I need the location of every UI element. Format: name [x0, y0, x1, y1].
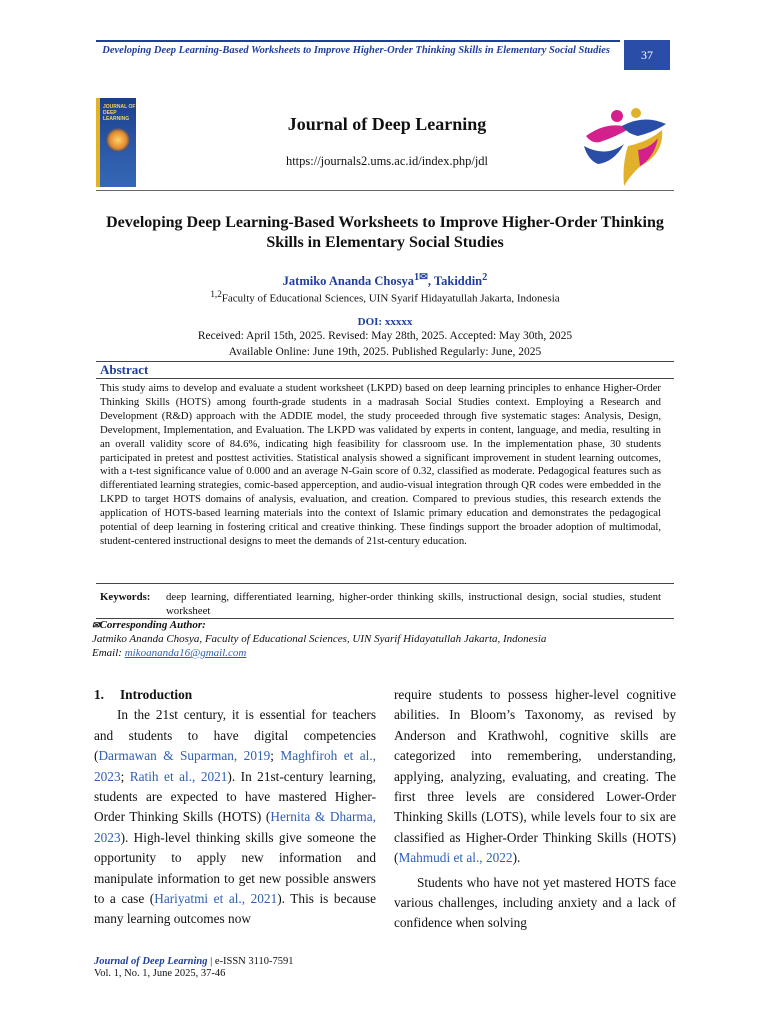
- citation-link[interactable]: Hernita & Dharma, 2023: [94, 809, 376, 845]
- running-header: [96, 40, 676, 72]
- section-number: 1.: [94, 687, 104, 702]
- body-text: ;: [120, 768, 130, 784]
- citation-link[interactable]: Ratih et al., 2021: [129, 768, 228, 784]
- section-title: Introduction: [120, 687, 193, 702]
- doi[interactable]: DOI: xxxxx: [357, 316, 413, 328]
- body-paragraph: [394, 685, 676, 869]
- body-column-left: [94, 685, 376, 930]
- page-footer: [94, 956, 293, 980]
- author-name: Jatmiko Ananda Chosya: [282, 274, 414, 289]
- author-affiliation-mark: 2: [482, 272, 488, 283]
- citation-link[interactable]: Mahmudi et al., 2022: [398, 850, 513, 866]
- corresponding-author-label: Corresponding Author:: [99, 619, 206, 631]
- body-text: Students who have not yet mastered HOTS face various challenges, including anxiety and a lack of confidence when solving: [394, 874, 676, 931]
- affiliation-text: Faculty of Educational Sciences, UIN Syarif Hidayatullah Jakarta, Indonesia: [221, 292, 560, 305]
- author-list: [96, 271, 674, 289]
- body-text: ). This is because many learning outcomes now: [94, 891, 376, 927]
- journal-cover-art: [106, 128, 130, 152]
- abstract-heading: Abstract: [96, 361, 674, 379]
- running-header-rule: [96, 40, 620, 42]
- abstract-divider: [96, 583, 674, 584]
- body-text: require students to possess higher-level cognitive abilities. In Bloom’s Taxonomy, as revised by Anderson and Krathwohl, cognitive skills are categorized into remembering, understanding, applying, analyzing, evaluating, and creating. The first three levels are considered Lower-Order Thinking Skills (LOTS), while levels four to six are classified as Higher-Order Thinking Skills (HOTS) (: [394, 687, 676, 866]
- paper-title: Developing Deep Learning-Based Worksheets to Improve Higher-Order Thinking Skills in Elementary Social Studies: [106, 214, 664, 251]
- keywords-text: deep learning, differentiated learning, higher-order thinking skills, instructional design, social studies, student worksheet: [166, 591, 661, 617]
- body-text: ).: [512, 850, 521, 866]
- corresponding-author-details: Jatmiko Ananda Chosya, Faculty of Educational Sciences, UIN Syarif Hidayatullah Jakarta, Indonesia: [92, 633, 547, 645]
- body-text: In the 21st century, it is essential for teachers and students to have digital competencies (: [94, 707, 376, 764]
- journal-cover-thumbnail: [96, 98, 136, 187]
- author-separator: ,: [427, 274, 434, 289]
- body-text: ;: [270, 748, 281, 764]
- body-paragraph: [94, 705, 376, 929]
- journal-cover-title: JOURNAL OF DEEP LEARNING: [103, 104, 136, 122]
- author-affiliation-mark: 1✉: [413, 272, 428, 283]
- keywords-label: Keywords:: [100, 591, 151, 603]
- citation-link[interactable]: Maghfiroh et al., 2023: [94, 748, 376, 784]
- affiliation-mark: 1,2: [210, 289, 222, 299]
- email-link[interactable]: mikoananda16@gmail.com: [124, 647, 247, 659]
- email-label: Email:: [92, 647, 125, 659]
- body-paragraph: [394, 873, 676, 934]
- citation-link[interactable]: Darmawan & Suparman, 2019: [98, 748, 271, 764]
- journal-url[interactable]: https://journals2.ums.ac.id/index.php/jdl: [285, 154, 489, 168]
- journal-name: Journal of Deep Learning: [287, 114, 487, 134]
- author-name: Takiddin: [433, 274, 483, 289]
- banner-divider: [96, 190, 674, 191]
- section-heading: [94, 685, 376, 705]
- affiliation: [96, 289, 674, 305]
- footer-issn: | e-ISSN 3110-7591: [207, 956, 294, 967]
- abstract-text: This study aims to develop and evaluate a student worksheet (LKPD) based on deep learning principles to enhance Higher-Order Thinking Skills (HOTS) among fourth-grade students in a madrasah Social Studies context. Employing a Research and Development (R&D) approach with the ADDIE model, the study proceeded through five systematic stages: Analysis, Design, Development, Implementation, and Evaluation. The LKPD was validated by experts in content, language, and media, resulting in an overall validity score of 84.6%, indicating high feasibility for classroom use. In the implementation phase, 30 students participated in pretest and posttest activities. Statistical analysis showed a significant improvement in student learning outcomes, with a t-test significance value of 0.000 and an average N-Gain score of 0.32, classified as moderate. Pedagogical features such as differentiated learning strategies, comic-based apperception, and audio-visual integration through QR codes were embedded in the LKPD to target HOTS domains of analysis, evaluation, and creation. Compared to previous studies, this research extends the application of HOTS-based learning materials into the context of Islamic primary education and demonstrates the pedagogical potential of deep learning in fostering critical and creative thinking. These findings support the broader adoption of multimodal, student-centered instructional designs to meet the demands of 21st-century education.: [100, 382, 661, 547]
- footer-volume: Vol. 1, No. 1, June 2025, 37-46: [94, 968, 226, 979]
- footer-journal-name: Journal of Deep Learning: [94, 956, 208, 967]
- citation-link[interactable]: Hariyatmi et al., 2021: [154, 891, 278, 907]
- page-number: 37: [624, 40, 670, 70]
- corresponding-author-email: [92, 647, 246, 660]
- availability-dates: Available Online: June 19th, 2025. Published Regularly: June, 2025: [228, 346, 542, 358]
- body-text: ). In 21st-century learning, students are expected to have mastered Higher-Order Thinking Skills (HOTS) (: [94, 768, 377, 825]
- body-column-right: [394, 685, 676, 934]
- body-text: ). High-level thinking skills give someone the opportunity to apply new information and manipulate information to get new possible answers to a case (: [94, 829, 376, 907]
- running-header-title: Developing Deep Learning-Based Worksheets to Improve Higher-Order Thinking Skills in Elementary Social Studies: [102, 45, 610, 56]
- corresponding-author-heading: [92, 619, 206, 632]
- journal-logo-icon: [578, 100, 674, 190]
- received-dates: Received: April 15th, 2025. Revised: May 28th, 2025. Accepted: May 30th, 2025: [197, 330, 573, 342]
- envelope-icon: ✉: [92, 620, 100, 630]
